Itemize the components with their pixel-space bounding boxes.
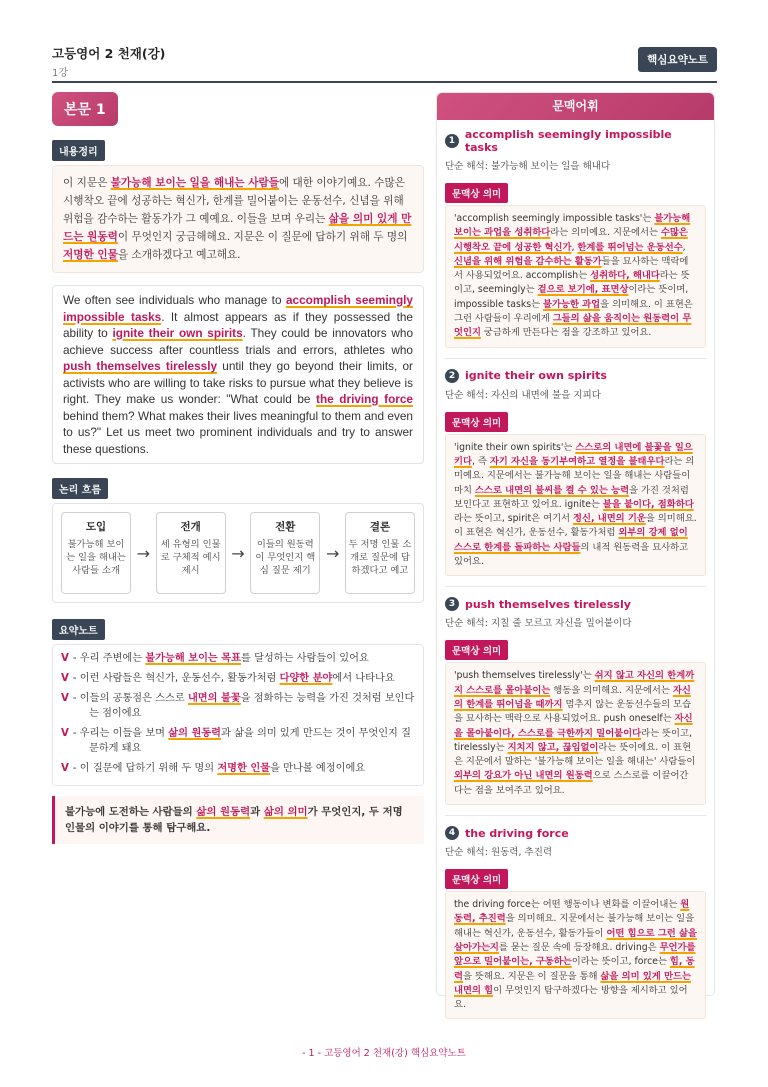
check-mark: V: [61, 653, 69, 664]
text-run: behind them? What makes their lives meaningful to them and even to us?" Let us meet two prominent individuals and try to answer these questions.: [63, 408, 413, 456]
item-number: 4: [445, 826, 459, 840]
highlight-phrase: 불을 붙이다, 점화하다: [602, 498, 694, 510]
context-tag: 문맥상 의미: [445, 640, 508, 660]
text-run: 을 가진 것처럼 보인다고 표현하고 있어요. ignite는: [454, 484, 689, 510]
arrow-right-icon: →: [325, 543, 340, 563]
text-run: - 우리 주변에는: [72, 653, 146, 664]
flow-step: [156, 512, 226, 594]
text-run: 이 무엇인지 궁금해해요. 지문은 이 질문에 답하기 위해 두 명의: [117, 231, 408, 243]
text-run: the driving force는 어떤 행동이나 변화를 이끌어내는: [454, 899, 681, 911]
text-run: 라는 뜻이고, spirit은 여기서: [454, 513, 573, 525]
text-run: until they go beyond their limits, or activists who are willing to take risks to pursue what they believe is right. They make us wonder: "What could be: [63, 359, 413, 406]
highlight-phrase: 다양한 분야: [279, 673, 333, 684]
text-run: 라는 뜻이고, seemingly는: [454, 270, 690, 296]
passage: [52, 285, 424, 464]
highlight-phrase: 정신, 내면의 기운: [572, 513, 646, 525]
highlight-phrase: 외부의 강요가 아닌 내면의 원동력: [454, 770, 593, 782]
text-run: - 우리는 이들을 보며: [72, 728, 169, 739]
note-item: [61, 671, 415, 686]
check-mark: V: [61, 673, 69, 684]
left-column: [52, 92, 424, 844]
arrow-right-icon: →: [231, 543, 245, 563]
text-run: , 즉: [471, 455, 490, 467]
doc-badge: 핵심요약노트: [638, 47, 717, 72]
highlight-phrase: 내면의 불꽃: [187, 693, 241, 704]
highlight-phrase: 신념을 위해 위험을 감수하는 활동가: [454, 255, 602, 267]
context-meaning: [445, 434, 706, 577]
text-run: 들을 묘사하는 맥락에서 사용되었어요. accomplish는: [454, 255, 689, 282]
highlight-phrase: 불가능한 과업: [543, 298, 601, 310]
flow-step-text: 불가능해 보이는 일을 해내는 사람들 소개: [66, 539, 126, 576]
item-number: 2: [445, 369, 459, 383]
vocab-term: accomplish seemingly impossible tasks: [464, 128, 672, 154]
context-vocab-panel: [436, 92, 715, 1011]
text-run: 을 의미해요. 이 표현은 그런 사람들이 우리에게: [454, 298, 693, 325]
highlight-phrase: ignite their own spirits: [112, 326, 243, 340]
context-meaning: [445, 891, 706, 1019]
page-footer: - 1 - 고등영어 2 천재(강) 핵심요약노트: [302, 1048, 466, 1059]
text-run: 'accomplish seemingly impossible tasks'는: [454, 213, 655, 224]
flow-step-head: 결론: [369, 521, 391, 533]
text-run: ,: [682, 241, 686, 253]
check-mark: V: [61, 763, 69, 774]
note-text: [73, 728, 411, 754]
section-title: 본문 1: [52, 92, 118, 126]
context-tag: 문맥상 의미: [445, 183, 508, 203]
highlight-phrase: 원동력, 추진력: [454, 899, 690, 925]
highlight-phrase: push themselves tirelessly: [63, 359, 218, 373]
flow-step-head: 전개: [180, 521, 201, 533]
highlight-phrase: 스스로 내면의 불씨를 켤 수 있는 능력: [474, 484, 630, 496]
text-run: 에 대한 이야기예요. 수많은 시행착오 끝에 성공하는 혁신가, 한계를 밀어붙이는 운동선수, 신념을 위해 위험을 감수하는 활동가가 그 예예요. 이들을 보며 우리는: [63, 177, 405, 225]
highlight-phrase: 어떤 힘으로 그런 삶을 살아가는지: [454, 927, 697, 953]
highlight-phrase: 불가능해 보이는 목표: [145, 653, 241, 664]
highlight-phrase: 불가능해 보이는 일을 해내는 사람들: [110, 177, 279, 189]
flow-step-text: 이들의 원동력이 무엇인지 핵심 질문 제기: [255, 539, 316, 576]
text-run: 'ignite their own spirits'는: [454, 441, 576, 453]
vocab-item: [445, 597, 706, 816]
highlight-phrase: 삶을 의미 있게 만드는 원동력: [63, 213, 412, 243]
text-run: 과: [250, 806, 264, 818]
simple-translation: 단순 해석: 지칠 줄 모르고 자신을 밀어붙이다: [445, 618, 632, 630]
highlight-phrase: 쉬지 않고 자신의 한계까지 스스로를 몰아붙이는: [454, 670, 695, 696]
flow-step-text: 세 유형의 인물로 구체적 예시 제시: [160, 539, 221, 576]
vocab-item: [445, 128, 706, 359]
text-run: 을 의미해요. 지문에서는 불가능해 보이는 일을 해내는 혁신가, 운동선수, 활동가들이: [454, 913, 695, 939]
vocab-item: [445, 369, 706, 588]
text-run: . They could be innovators who achieve success after countless trials and errors, athletes who: [63, 326, 414, 357]
flow-step-head: 도입: [85, 521, 107, 533]
flow-step-text: 두 저명 인물 소개로 질문에 답하겠다고 예고: [348, 539, 412, 576]
highlight-phrase: 겉으로 보기에, 표면상: [537, 284, 629, 296]
note-item: [61, 651, 415, 666]
text-run: 에서 나타나요: [332, 673, 395, 684]
check-mark: V: [61, 693, 69, 704]
highlight-phrase: 스스로의 내면에 불꽃을 일으키다: [454, 441, 693, 467]
doc-title: 고등영어 2 천재(강): [52, 46, 166, 61]
highlight-phrase: accomplish seemingly impossible tasks: [63, 293, 413, 324]
text-run: 이 지문은: [63, 177, 111, 189]
text-run: 의 내적 원동력을 묘사하고 있어요.: [454, 541, 689, 568]
highlight-phrase: 삶을 의미 있게 만드는 내면의 힘: [454, 970, 691, 996]
vocab-term: push themselves tirelessly: [465, 597, 631, 611]
text-run: 이라는 뜻이며, impossible tasks는: [454, 284, 689, 310]
text-run: - 이런 사람들은 혁신가, 운동선수, 활동가처럼: [72, 673, 280, 684]
note-text: [73, 763, 365, 774]
text-run: 을 소개하겠다고 예고해요.: [117, 249, 241, 261]
note-item: [61, 691, 415, 721]
text-run: - 이 질문에 답하기 위해 두 명의: [72, 763, 218, 774]
highlight-phrase: 외부의 강제 없이 스스로 한계를 돌파하는 사람들: [454, 527, 688, 553]
text-run: 을 만나볼 예정이에요: [270, 763, 366, 774]
summary-notes: [52, 644, 424, 786]
text-run: 궁금하게 만든다는 점을 강조하고 있어요.: [480, 327, 652, 339]
item-number: 1: [445, 134, 459, 148]
highlight-phrase: 삶의 원동력: [196, 806, 251, 818]
context-meaning: [445, 205, 706, 348]
flow-step: [250, 512, 320, 594]
text-run: 를 달성하는 사람들이 있어요: [241, 653, 369, 664]
text-run: 가 무엇인지, 두 저명 인물의 이야기를 통해 탐구해요.: [65, 806, 403, 834]
text-run: We often see individuals who manage to: [63, 293, 286, 307]
text-run: 을 점화하는 능력을 가진 것처럼 보인다는 점이에요: [89, 693, 415, 719]
highlight-phrase: 자신의 한계를 뛰어넘을 때까지: [454, 684, 691, 710]
flow-tag: 논리 흐름: [52, 478, 108, 499]
text-run: . It almost appears as if they possessed the ability to: [63, 309, 413, 340]
text-run: ,: [571, 241, 578, 253]
text-run: 을 뜻해요. 지문은 이 질문을 통해: [462, 970, 601, 982]
note-item: [61, 726, 415, 756]
highlight-phrase: 수많은 시행착오 끝에 성공한 혁신가: [454, 227, 688, 253]
text-run: 이라는 뜻이고, force는: [571, 956, 670, 968]
text-run: 라는 의미예요. 지문에서는 불가능해 보이는 일을 해내는 사람들이 마치: [454, 455, 695, 496]
highlight-phrase: 무언가를 앞으로 밀어붙이는, 구동하는: [454, 941, 696, 968]
note-item: [61, 761, 415, 776]
simple-translation: 단순 해석: 불가능해 보이는 일을 해내다: [445, 161, 611, 172]
highlight-phrase: 자기 자신을 동기부여하고 열정을 불태우다: [489, 455, 665, 467]
highlight-phrase: 성취하다, 해내다: [590, 270, 660, 282]
highlight-phrase: 저명한 인물: [217, 763, 271, 774]
panel-title: 문맥어휘: [437, 93, 714, 120]
highlight-phrase: 삶의 의미: [263, 806, 308, 818]
arrow-right-icon: →: [136, 543, 151, 563]
text-run: 이 무엇인지 탐구하겠다는 방향을 제시하고 있어요.: [454, 984, 688, 1011]
flow-step-head: 전환: [275, 521, 296, 533]
item-number: 3: [445, 597, 459, 611]
vocab-term: the driving force: [465, 826, 569, 840]
context-tag: 문맥상 의미: [445, 869, 508, 889]
text-run: - 이들의 공통점은 스스로: [72, 693, 188, 704]
context-tag: 문맥상 의미: [445, 412, 508, 432]
text-run: 라는 뜻이고, tirelessly는: [454, 727, 692, 753]
vocab-item: [445, 826, 706, 1029]
text-run: 를 묻는 질문 속에 등장해요. driving은: [498, 941, 660, 953]
summary-box: [52, 165, 424, 273]
header-divider: [52, 81, 717, 83]
logic-flow: [52, 503, 424, 603]
text-run: 행동을 의미해요. 지문에서는: [550, 684, 673, 696]
text-run: 과 삶을 의미 있게 만드는 것이 무엇인지 질문하게 돼요: [89, 728, 411, 754]
text-run: 으로 스스로를 이끌어간다는 점을 보여주고 있어요.: [454, 770, 689, 796]
text-run: 멈추지 않는 운동선수들의 모습을 묘사하는 맥락으로 사용되었어요. push oneself는: [454, 698, 692, 725]
summary-tag: 내용정리: [52, 140, 105, 161]
doc-subtitle: 1강: [52, 68, 69, 79]
flow-step: [345, 512, 415, 594]
highlight-phrase: 지치지 않고, 끊임없이: [507, 741, 599, 753]
context-meaning: [445, 662, 706, 805]
text-run: 라는 의미예요. 지문에서는: [550, 227, 661, 239]
note-text: [73, 693, 414, 719]
simple-translation: 단순 해석: 원동력, 추진력: [445, 847, 553, 859]
highlight-phrase: 한계를 뛰어넘는 운동선수: [577, 241, 683, 253]
highlight-phrase: 불가능해 보이는 과업을 성취하다: [454, 213, 691, 239]
highlight-phrase: 자신을 몰아붙이다, 스스로를 극한까지 밀어붙이다: [454, 713, 693, 739]
text-run: 라는 뜻이에요. 이 표현은 지문에서 말하는 '불가능해 보이는 일을 해내는' 사람들이: [454, 741, 696, 768]
text-run: 'push themselves tirelessly'는: [454, 670, 595, 682]
check-mark: V: [61, 728, 69, 739]
flow-step: [61, 512, 131, 594]
highlight-phrase: 저명한 인물: [63, 249, 118, 261]
key-callout: [52, 796, 424, 844]
highlight-phrase: 그들의 삶을 움직이는 원동력이 무엇인지: [454, 313, 692, 339]
notes-tag: 요약노트: [52, 619, 105, 640]
text-run: 을 의미해요. 이 표현은 혁신가, 운동선수, 활동가처럼: [454, 513, 697, 539]
highlight-phrase: 삶의 원동력: [168, 728, 222, 739]
simple-translation: 단순 해석: 자신의 내면에 불을 지피다: [445, 389, 601, 401]
highlight-phrase: 힘, 동력: [454, 956, 695, 982]
vocab-term: ignite their own spirits: [465, 369, 607, 383]
note-text: [73, 673, 395, 684]
note-text: [73, 653, 369, 664]
highlight-phrase: the driving force: [316, 392, 413, 406]
text-run: 불가능에 도전하는 사람들의: [65, 806, 197, 818]
